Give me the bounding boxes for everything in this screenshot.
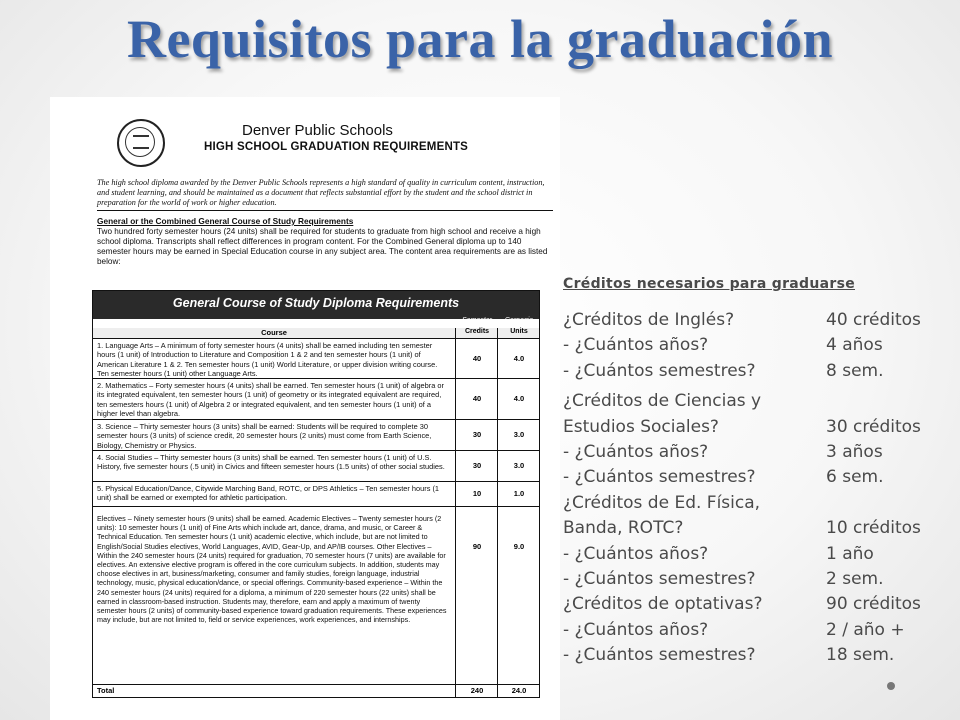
summary-question: Estudios Sociales? bbox=[563, 416, 719, 437]
summary-answer: 3 años bbox=[826, 441, 883, 462]
row-units: 9.0 bbox=[513, 542, 525, 551]
summary-line bbox=[563, 491, 953, 516]
table-row bbox=[93, 339, 539, 379]
row-credits: 30 bbox=[472, 430, 482, 439]
document-intro: The high school diploma awarded by the Denver Public Schools represents a high standard of quality in curriculum content, instruction, and student learning, and should be maintained as a document that reflects substantial effort by the student and the school district in preparation for the world of work or higher education. bbox=[97, 178, 545, 207]
column-header-row bbox=[93, 328, 539, 339]
table-row bbox=[93, 482, 539, 507]
summary-answer: 4 años bbox=[826, 335, 883, 356]
summary-answer: 90 créditos bbox=[826, 594, 921, 615]
table-row bbox=[93, 451, 539, 482]
general-requirements-heading: General or the Combined General Course of Study Requirements bbox=[97, 216, 354, 226]
summary-answer: 40 créditos bbox=[826, 310, 921, 330]
summary-question: - ¿Cuántos años? bbox=[563, 335, 709, 356]
document-school-name: Denver Public Schools bbox=[242, 122, 393, 139]
summary-answer: 10 créditos bbox=[826, 518, 921, 539]
summary-question: - ¿Cuántos semestres? bbox=[563, 467, 756, 488]
row-units: 3.0 bbox=[513, 430, 525, 439]
general-requirements-text: Two hundred forty semester hours (24 units) shall be required for students to graduate from high school and receive a high school diploma. Transcripts shall reflect differences in program content. For the Combined General diploma up to 140 semester hours may be earned in Special Education course in any subject area. The content area requirements are as listed below: bbox=[97, 227, 548, 266]
units-header: Units bbox=[510, 328, 528, 335]
total-label: Total bbox=[97, 686, 115, 695]
summary-question: - ¿Cuántos años? bbox=[563, 441, 709, 462]
summary-line bbox=[563, 542, 953, 567]
summary-answer: 18 sem. bbox=[826, 645, 895, 666]
summary-question: - ¿Cuántos semestres? bbox=[563, 568, 756, 589]
divider bbox=[97, 210, 553, 211]
summary-line bbox=[563, 465, 953, 490]
total-units: 24.0 bbox=[511, 686, 527, 695]
credits-summary bbox=[563, 276, 953, 668]
credits-header: Credits bbox=[464, 328, 490, 335]
summary-line bbox=[563, 643, 953, 668]
school-seal-icon bbox=[117, 119, 165, 167]
row-units: 1.0 bbox=[513, 489, 525, 498]
summary-line bbox=[563, 359, 953, 384]
slide-title: Requisitos para la graduación bbox=[126, 9, 834, 69]
row-text: 4. Social Studies – Thirty semester hours (3 units) shall be earned. Ten semester hours (1 unit) of U.S. History, five semester hours (.5 unit) in Civics and fifteen semester hours (1.5 units) of other social studies. bbox=[97, 453, 445, 472]
semester-header: Semester bbox=[462, 317, 492, 324]
summary-question: - ¿Cuántos semestres? bbox=[563, 360, 756, 381]
summary-answer: 30 créditos bbox=[826, 416, 921, 437]
row-text: 3. Science – Thirty semester hours (3 units) shall be earned: Students will be required to complete 30 semester hours (3 units) of science credit, 20 semester hours (2 units) must come from Earth Science, Biology, Chemistry or Physics. bbox=[97, 422, 432, 450]
row-credits: 40 bbox=[472, 394, 482, 403]
row-credits: 30 bbox=[472, 461, 482, 470]
carnegie-header: Carnegie bbox=[504, 317, 534, 324]
summary-line bbox=[563, 333, 953, 358]
summary-line bbox=[563, 516, 953, 541]
summary-answer: 2 sem. bbox=[826, 568, 884, 589]
row-text: Electives – Ninety semester hours (9 units) shall be earned. Academic Electives – Twenty semester hours (2 units): 10 semester hours (1 unit) of Fine Arts which include art, dance, drama, and music, or Career & Technical Education. Ten semester hours (1 unit) academic elective, which include, but are not limited to English/Social Studies electives, World Languages, AVID, Gear-Up, and AP/IB courses. Other Electives – Within the 240 semester hours (24 units) required for graduation, 70 semester hours (7 units) are available for electives. An extensive elective program is offered in the core curriculum subjects. In addition, students may choose electives in art, business/marketing, consumer and family studies, foreign language, industrial technology, music, physical education/dance, or special offerings. Community-based experience – Within the 240 semester hours (24 units) required for a diploma, a minimum of 220 semester hours (22 units) shall be earned in classroom-based instruction. Students may, therefore, earn and apply a maximum of twenty semester hours (2 units) of community-based experience toward graduation requirements. These experiences may include, but are not limited to, field or service experiences, work experiences, and internships. bbox=[97, 514, 447, 625]
row-units: 4.0 bbox=[513, 394, 525, 403]
table-row bbox=[93, 379, 539, 420]
table-row bbox=[93, 420, 539, 451]
requirements-table bbox=[92, 290, 540, 698]
summary-question: - ¿Cuántos años? bbox=[563, 543, 709, 564]
summary-answer: 1 año bbox=[826, 543, 874, 564]
summary-line bbox=[563, 618, 953, 643]
row-credits: 90 bbox=[472, 542, 482, 551]
row-credits: 10 bbox=[472, 489, 482, 498]
document-subtitle: HIGH SCHOOL GRADUATION REQUIREMENTS bbox=[204, 141, 469, 153]
summary-answer: 2 / año + bbox=[826, 619, 905, 640]
summary-question: ¿Créditos de Ed. Física, bbox=[563, 492, 761, 513]
course-header: Course bbox=[261, 328, 287, 337]
row-text: 5. Physical Education/Dance, Citywide Marching Band, ROTC, or DPS Athletics – Ten semester hours (1 unit) shall be earned or exempted for athletic participation. bbox=[97, 484, 440, 503]
summary-question: Banda, ROTC? bbox=[563, 518, 684, 539]
row-text: 1. Language Arts – A minimum of forty semester hours (4 units) shall be earned including ten semester hours (1 unit) of Introduction to Literature and Composition 1 & 2 and ten semester hours (1 unit) of American Literature 1 & 2. Ten semester hours (1 unit) World Literature, or upper division writing course. Ten semester hours (1 unit) other Language Arts. bbox=[97, 341, 438, 379]
summary-question: ¿Créditos de Inglés? bbox=[563, 310, 735, 330]
table-total-row bbox=[93, 685, 539, 696]
summary-answer: 8 sem. bbox=[826, 360, 884, 381]
table-title: General Course of Study Diploma Requirements bbox=[93, 291, 539, 319]
summary-line bbox=[563, 440, 953, 465]
summary-line bbox=[563, 389, 953, 414]
summary-line bbox=[563, 415, 953, 440]
summary-question: ¿Créditos de Ciencias y bbox=[563, 391, 762, 412]
summary-answer: 6 sem. bbox=[826, 467, 884, 488]
summary-line bbox=[563, 567, 953, 592]
row-units: 4.0 bbox=[513, 354, 525, 363]
summary-question: - ¿Cuántos semestres? bbox=[563, 645, 756, 666]
summary-line bbox=[563, 592, 953, 617]
row-text: 2. Mathematics – Forty semester hours (4 units) shall be earned. Ten semester hours (1 unit) of algebra or its integrated equivalent, ten semester hours (1 unit) of geometry or its integrated equivalent are required, ten semesters hours (1 unit) of Algebra 2 or integrated equivalent, and ten semester hours (1 unit) of a higher level than algebra. bbox=[97, 381, 444, 419]
summary-line bbox=[563, 308, 953, 333]
summary-heading: Créditos necesarios para graduarse bbox=[563, 276, 856, 292]
total-credits: 240 bbox=[470, 686, 484, 695]
summary-question: ¿Créditos de optativas? bbox=[563, 594, 763, 615]
summary-question: - ¿Cuántos años? bbox=[563, 619, 709, 640]
scanned-document bbox=[50, 97, 560, 720]
slide-bullet-icon bbox=[887, 682, 895, 690]
table-row bbox=[93, 512, 539, 685]
row-units: 3.0 bbox=[513, 461, 525, 470]
row-credits: 40 bbox=[472, 354, 482, 363]
